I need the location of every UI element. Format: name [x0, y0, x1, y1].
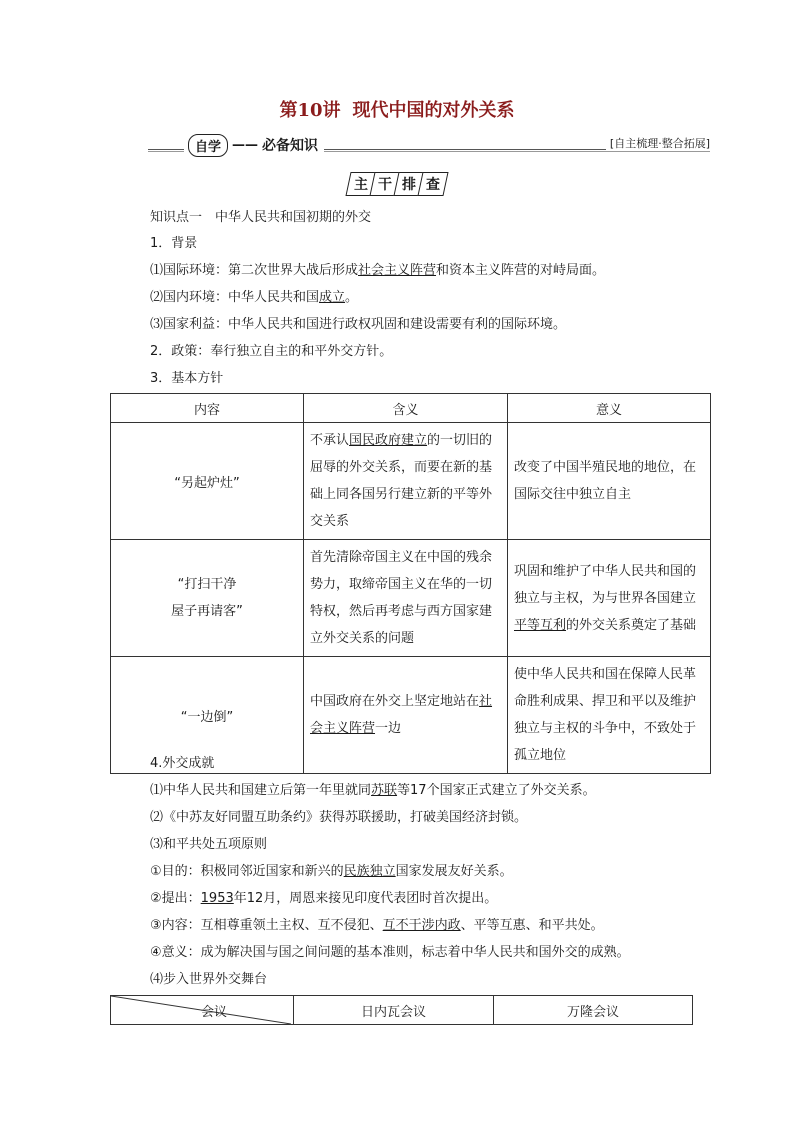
section-right-tag: [自主梳理·整合拓展]	[606, 135, 710, 151]
badge-dash: ——	[232, 137, 259, 153]
background-heading: 1．背景	[150, 236, 198, 251]
guideline-table	[110, 393, 711, 774]
table-header-row	[111, 394, 711, 423]
col-header-geneva: 日内瓦会议	[294, 996, 494, 1025]
conference-table	[110, 995, 693, 1025]
row-content: “打扫干净 屋子再请客”	[111, 540, 304, 657]
five-principles-heading: ⑶和平共处五项原则	[150, 837, 268, 852]
world-stage-heading: ⑷步入世界外交舞台	[150, 972, 268, 987]
achievement-2: ⑵《中苏友好同盟互助条约》获得苏联援助，打破美国经济封锁。	[150, 810, 528, 825]
underline-answer: 社会主义阵营	[358, 263, 437, 278]
col-header-meaning: 含义	[304, 394, 508, 423]
trunk-check-chips	[0, 172, 794, 196]
achievements-heading: 4.外交成就	[150, 756, 215, 771]
row-meaning: 不承认国民政府建立的一切旧的屈辱的外交关系，而要在新的基础上同各国另行建立新的平等外交关系	[304, 423, 508, 540]
row-content: “一边倒”	[111, 657, 304, 774]
achievement-1: ⑴中华人民共和国建立后第一年里就同苏联等17个国家正式建立了外交关系。	[150, 783, 596, 798]
background-domestic: ⑵国内环境：中华人民共和国成立。	[150, 290, 359, 305]
chip-1: 主	[345, 172, 376, 196]
section-header-bar	[148, 135, 710, 155]
lecture-topic: 现代中国的对外关系	[352, 100, 515, 121]
principle-content: ③内容：互相尊重领土主权、互不侵犯、互不干涉内政、平等互惠、和平共处。	[150, 918, 604, 933]
background-national-interest: ⑶国家利益：中华人民共和国进行政权巩固和建设需要有利的国际环境。	[150, 317, 567, 332]
row-content: “另起炉灶”	[111, 423, 304, 540]
col-header-content: 内容	[111, 394, 304, 423]
col-header-conference: 会议	[111, 996, 294, 1025]
policy-line: 2．政策：奉行独立自主的和平外交方针。	[150, 344, 393, 359]
chip-2: 干	[369, 172, 400, 196]
table-row	[111, 423, 711, 540]
row-significance: 巩固和维护了中华人民共和国的独立与主权，为与世界各国建立平等互利的外交关系奠定了基础	[508, 540, 711, 657]
chip-3: 排	[393, 172, 424, 196]
row-meaning: 首先清除帝国主义在中国的残余势力，取缔帝国主义在华的一切特权，然后再考虑与西方国家建立外交关系的问题	[304, 540, 508, 657]
col-header-bandung: 万隆会议	[494, 996, 693, 1025]
page-title	[0, 96, 794, 122]
kp1-heading: 知识点一 中华人民共和国初期的外交	[150, 210, 372, 225]
background-international: ⑴国际环境：第二次世界大战后形成社会主义阵营和资本主义阵营的对峙局面。	[150, 263, 606, 278]
guideline-heading: 3．基本方针	[150, 371, 224, 386]
section-label: 必备知识	[262, 138, 319, 154]
col-header-significance: 意义	[508, 394, 711, 423]
table-header-row	[111, 996, 693, 1025]
table-row	[111, 540, 711, 657]
row-significance: 改变了中国半殖民地的地位，在国际交往中独立自主	[508, 423, 711, 540]
principle-significance: ④意义：成为解决国与国之间问题的基本准则，标志着中华人民共和国外交的成熟。	[150, 945, 630, 960]
row-significance: 使中华人民共和国在保障人民革命胜利成果、捍卫和平以及维护独立与主权的斗争中，不致处于孤立地位	[508, 657, 711, 774]
chip-4: 查	[417, 172, 448, 196]
principle-proposal: ②提出：1953年12月，周恩来接见印度代表团时首次提出。	[150, 891, 498, 906]
underline-answer: 成立	[319, 290, 346, 305]
principle-purpose: ①目的：积极同邻近国家和新兴的民族独立国家发展友好关系。	[150, 864, 513, 879]
self-study-badge: 自学	[188, 134, 228, 157]
section-badge	[184, 134, 324, 156]
row-meaning: 中国政府在外交上坚定地站在社会主义阵营一边	[304, 657, 508, 774]
lecture-number: 第10讲	[279, 100, 341, 121]
